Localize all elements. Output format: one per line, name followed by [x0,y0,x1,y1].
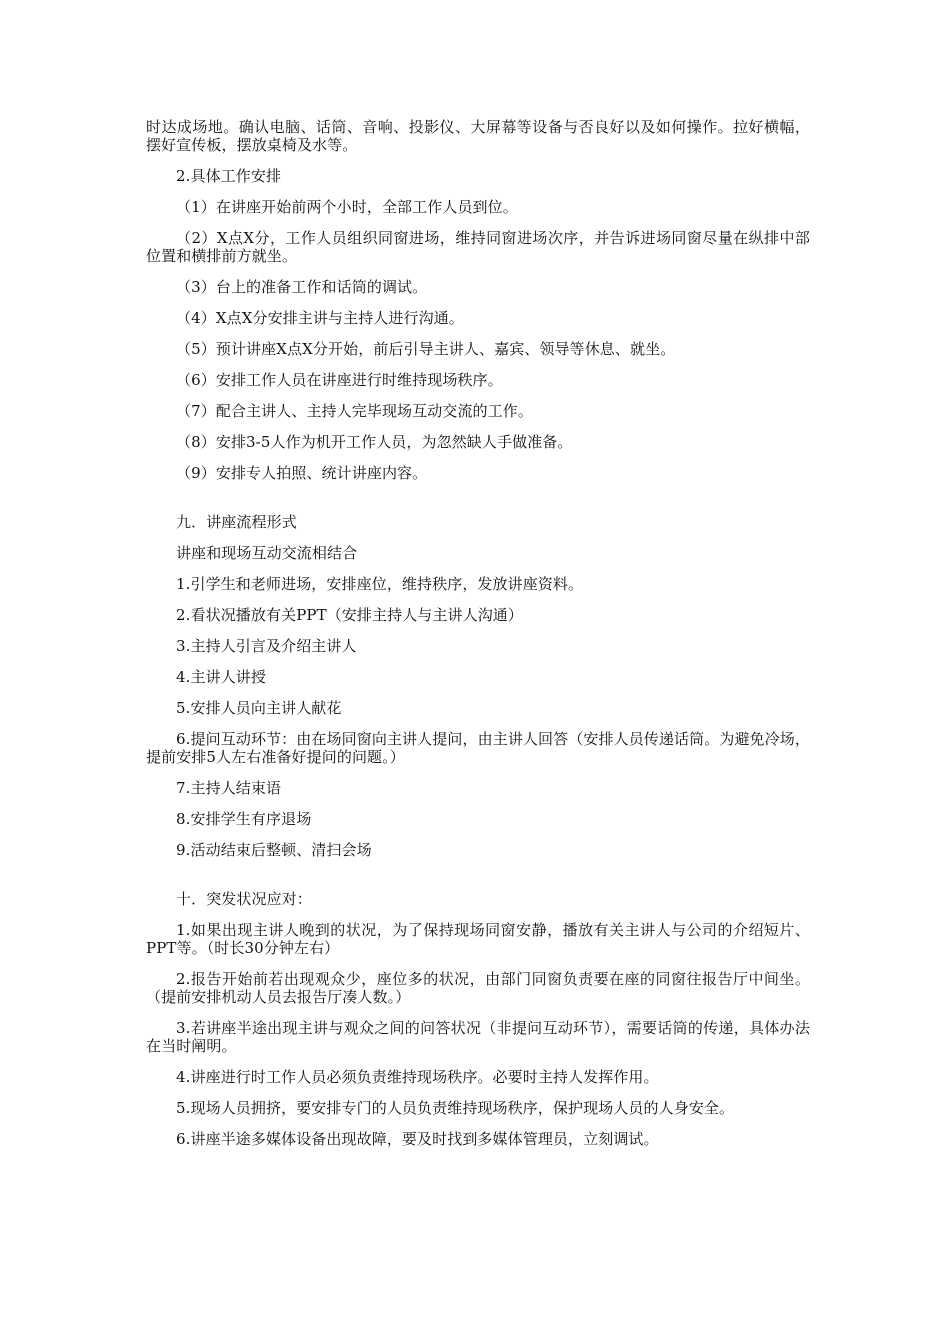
paragraph: 1.引学生和老师进场，安排座位，维持秩序，发放讲座资料。 [176,575,584,593]
paragraph: （8）安排3-5人作为机开工作人员，为忽然缺人手做准备。 [176,433,573,451]
paragraph: 8.安排学生有序退场 [176,810,312,828]
paragraph: 5.现场人员拥挤，要安排专门的人员负责维持现场秩序，保护现场人员的人身安全。 [176,1099,735,1117]
paragraph: （7）配合主讲人、主持人完毕现场互动交流的工作。 [176,402,533,420]
paragraph-spacer [146,562,810,575]
paragraph: （3）台上的准备工作和话筒的调试。 [176,278,428,296]
paragraph: （6）安排工作人员在讲座进行时维持现场秩序。 [176,371,503,389]
paragraph-spacer [146,1086,810,1099]
paragraph: 2.看状况播放有关PPT（安排主持人与主讲人沟通） [176,606,524,624]
paragraph-spacer [146,185,810,198]
paragraph-spacer [146,531,810,544]
paragraph-spacer [146,828,810,841]
paragraph-spacer [146,451,810,464]
paragraph-spacer [146,1006,810,1019]
paragraph: 3.若讲座半途出现主讲与观众之间的问答状况（非提问互动环节），需要话筒的传递，具体办法在当时阐明。 [146,1019,810,1055]
paragraph-spacer [146,154,810,167]
paragraph: 九．讲座流程形式 [176,513,297,531]
paragraph: 十．突发状况应对： [176,890,312,908]
paragraph-spacer [146,655,810,668]
paragraph-spacer [146,908,810,921]
paragraph: （4）X点X分安排主讲与主持人进行沟通。 [176,309,464,327]
paragraph-spacer [146,296,810,309]
paragraph-spacer [146,389,810,402]
paragraph-spacer [146,766,810,779]
paragraph: 3.主持人引言及介绍主讲人 [176,637,357,655]
paragraph: 2.具体工作安排 [176,167,282,185]
paragraph: 讲座和现场互动交流相结合 [176,544,358,562]
paragraph: （2）X点X分，工作人员组织同窗进场，维持同窗进场次序，并告诉进场同窗尽量在纵排中部位置和横排前方就坐。 [146,229,810,265]
paragraph: （5）预计讲座X点X分开始，前后引导主讲人、嘉宾、领导等休息、就坐。 [176,340,676,358]
paragraph: （1）在讲座开始前两个小时，全部工作人员到位。 [176,198,518,216]
paragraph-spacer [146,797,810,810]
paragraph: 7.主持人结束语 [176,779,282,797]
paragraph: 2.报告开始前若出现观众少，座位多的状况，由部门同窗负责要在座的同窗往报告厅中间坐。（提前安排机动人员去报告厅凑人数。） [146,970,810,1006]
paragraph: （9）安排专人拍照、统计讲座内容。 [176,464,428,482]
paragraph-spacer [146,327,810,340]
paragraph-spacer [146,686,810,699]
paragraph: 4.主讲人讲授 [176,668,267,686]
paragraph: 4.讲座进行时工作人员必须负责维持现场秩序。必要时主持人发挥作用。 [176,1068,659,1086]
paragraph-spacer [146,593,810,606]
paragraph-spacer [146,624,810,637]
paragraph-spacer [146,859,810,890]
paragraph-spacer [146,957,810,970]
paragraph-spacer [146,1055,810,1068]
paragraph: 6.讲座半途多媒体设备出现故障，要及时找到多媒体管理员，立刻调试。 [176,1130,659,1148]
paragraph-spacer [146,420,810,433]
paragraph: 5.安排人员向主讲人献花 [176,699,342,717]
paragraph: 9.活动结束后整顿、清扫会场 [176,841,372,859]
paragraph-spacer [146,265,810,278]
paragraph-spacer [146,216,810,229]
paragraph: 时达成场地。确认电脑、话筒、音响、投影仪、大屏幕等设备与否良好以及如何操作。拉好横幅，摆好宣传板，摆放桌椅及水等。 [146,118,810,154]
paragraph-spacer [146,482,810,513]
paragraph-spacer [146,717,810,730]
paragraph: 1.如果出现主讲人晚到的状况，为了保持现场同窗安静，播放有关主讲人与公司的介绍短片、PPT等。（时长30分钟左右） [146,921,810,957]
paragraph-spacer [146,358,810,371]
paragraph: 6.提问互动环节：由在场同窗向主讲人提问，由主讲人回答（安排人员传递话筒。为避免冷场，提前安排5人左右准备好提问的问题。） [146,730,810,766]
document-page [146,118,810,1148]
paragraph-spacer [146,1117,810,1130]
